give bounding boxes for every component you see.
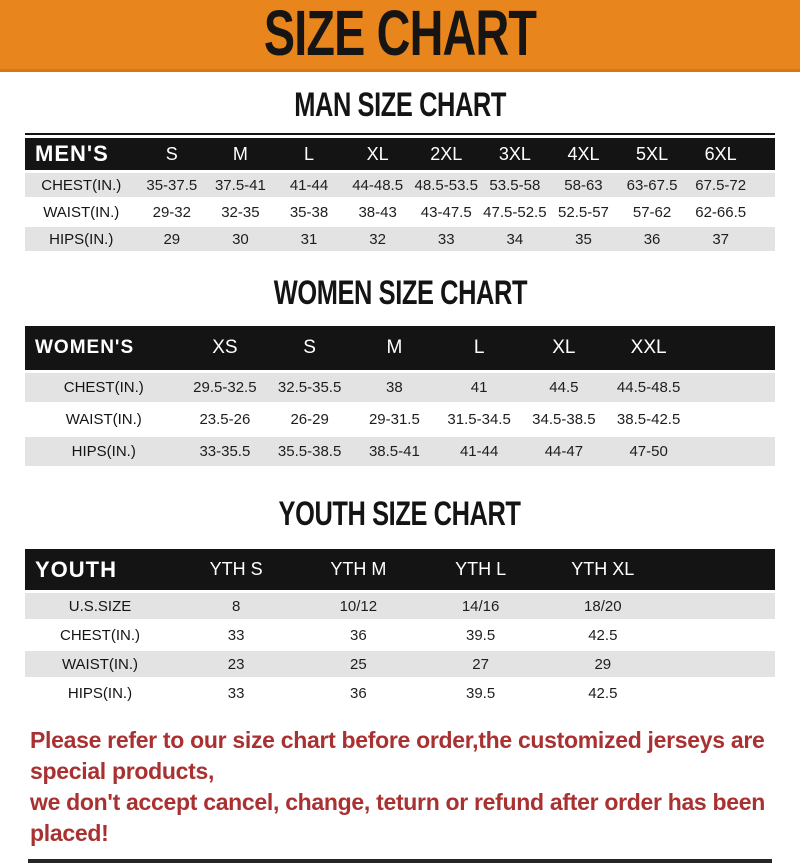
disclaimer-line-1: Please refer to our size chart before order,the customized jerseys are special products, bbox=[30, 727, 765, 784]
measurement-row bbox=[25, 622, 775, 648]
size-chart-section bbox=[0, 272, 800, 469]
size-table bbox=[25, 546, 775, 709]
size-table bbox=[25, 323, 775, 469]
size-column-header: YTH L bbox=[455, 559, 507, 579]
size-value-cell: 41 bbox=[470, 379, 488, 396]
size-value-cell: 23 bbox=[227, 655, 245, 673]
size-value-cell: 52.5-57 bbox=[558, 203, 609, 221]
page-title bbox=[234, 0, 566, 70]
size-value-cell: 29-32 bbox=[152, 203, 191, 221]
size-value-cell: 32 bbox=[369, 230, 386, 248]
size-value-cell: 33 bbox=[227, 626, 245, 644]
size-chart-section bbox=[0, 493, 800, 709]
row-filler bbox=[691, 373, 775, 402]
row-label: WAIST(IN.) bbox=[43, 203, 120, 221]
table-header-row bbox=[25, 138, 775, 170]
header-filler bbox=[755, 138, 775, 170]
size-value-cell: 43-47.5 bbox=[420, 203, 472, 221]
size-column-header: YTH M bbox=[330, 559, 387, 579]
size-value-cell: 36 bbox=[350, 684, 367, 702]
size-value-cell: 33-35.5 bbox=[199, 443, 251, 460]
table-header-row bbox=[25, 326, 775, 370]
row-filler bbox=[755, 200, 775, 224]
size-column-header: 5XL bbox=[636, 143, 669, 164]
size-value-cell: 44-47 bbox=[544, 443, 584, 460]
size-value-cell: 25 bbox=[350, 655, 367, 673]
size-value-cell: 29.5-32.5 bbox=[193, 379, 257, 396]
section-heading-text: MAN SIZE CHART bbox=[294, 84, 506, 125]
size-value-cell: 41-44 bbox=[459, 443, 499, 460]
size-value-cell: 34 bbox=[506, 230, 524, 248]
disclaimer-line-2: we don't accept cancel, change, teturn or refund after order has been placed! bbox=[30, 789, 765, 846]
size-column-header: S bbox=[303, 337, 316, 358]
size-value-cell: 8 bbox=[231, 597, 241, 615]
row-filler bbox=[664, 622, 775, 648]
size-column-header: 3XL bbox=[498, 143, 531, 164]
size-value-cell: 34.5-38.5 bbox=[532, 411, 596, 428]
size-value-cell: 47-50 bbox=[629, 443, 668, 460]
size-value-cell: 42.5 bbox=[588, 626, 618, 644]
size-value-cell: 32.5-35.5 bbox=[277, 379, 342, 396]
size-value-cell: 38.5-42.5 bbox=[616, 411, 681, 428]
row-label: WAIST(IN.) bbox=[61, 655, 139, 673]
size-table bbox=[25, 133, 775, 254]
row-filler bbox=[755, 227, 775, 251]
size-value-cell: 38.5-41 bbox=[368, 443, 420, 460]
size-column-header: 4XL bbox=[567, 143, 600, 164]
size-value-cell: 30 bbox=[232, 230, 249, 248]
size-value-cell: 10/12 bbox=[339, 597, 378, 615]
size-value-cell: 58-63 bbox=[564, 176, 603, 194]
table-header-row bbox=[25, 549, 775, 590]
row-label: HIPS(IN.) bbox=[49, 230, 114, 248]
size-value-cell: 36 bbox=[350, 626, 367, 644]
measurement-row bbox=[25, 593, 775, 619]
size-value-cell: 38-43 bbox=[358, 203, 397, 221]
size-value-cell: 41-44 bbox=[289, 176, 329, 194]
size-value-cell: 35 bbox=[575, 230, 592, 248]
row-filler bbox=[664, 651, 775, 677]
row-label: HIPS(IN.) bbox=[67, 684, 133, 702]
size-value-cell: 53.5-58 bbox=[489, 176, 541, 194]
size-value-cell: 38 bbox=[386, 379, 403, 396]
size-column-header: M bbox=[386, 337, 403, 358]
row-filler bbox=[691, 437, 775, 466]
row-filler bbox=[691, 405, 775, 434]
disclaimer bbox=[30, 725, 800, 849]
size-value-cell: 67.5-72 bbox=[695, 176, 747, 194]
size-column-header: XS bbox=[212, 337, 238, 358]
measurement-row bbox=[25, 405, 775, 434]
size-value-cell: 62-66.5 bbox=[695, 203, 747, 221]
size-value-cell: 39.5 bbox=[465, 626, 496, 644]
size-chart-section bbox=[0, 84, 800, 254]
row-label: WAIST(IN.) bbox=[65, 411, 142, 428]
row-label: U.S.SIZE bbox=[68, 597, 132, 615]
bottom-divider bbox=[28, 859, 772, 863]
size-column-header: YTH XL bbox=[571, 559, 635, 579]
row-label: CHEST(IN.) bbox=[63, 379, 144, 396]
size-column-header: M bbox=[232, 143, 248, 164]
row-filler bbox=[755, 173, 775, 197]
size-value-cell: 29-31.5 bbox=[368, 411, 420, 428]
size-value-cell: 33 bbox=[227, 684, 245, 702]
size-value-cell: 14/16 bbox=[461, 597, 500, 615]
table-title-cell: MEN'S bbox=[35, 141, 109, 166]
size-value-cell: 37 bbox=[712, 230, 730, 248]
measurement-row bbox=[25, 437, 775, 466]
size-column-header: YTH S bbox=[209, 559, 263, 579]
page-title-text: SIZE CHART bbox=[263, 0, 537, 70]
measurement-row bbox=[25, 373, 775, 402]
size-column-header: XL bbox=[552, 337, 576, 358]
size-value-cell: 29 bbox=[594, 655, 612, 673]
size-value-cell: 36 bbox=[643, 230, 661, 248]
size-value-cell: 63-67.5 bbox=[626, 176, 678, 194]
size-value-cell: 57-62 bbox=[632, 203, 672, 221]
size-value-cell: 35-38 bbox=[289, 203, 329, 221]
row-label: CHEST(IN.) bbox=[41, 176, 122, 194]
table-title-cell: YOUTH bbox=[35, 556, 117, 582]
size-value-cell: 18/20 bbox=[584, 597, 622, 615]
banner bbox=[0, 0, 800, 72]
size-column-header: XXL bbox=[630, 337, 667, 358]
size-value-cell: 44.5-48.5 bbox=[616, 379, 681, 396]
size-column-header: XL bbox=[366, 143, 389, 164]
size-value-cell: 48.5-53.5 bbox=[414, 176, 478, 194]
section-heading-text: YOUTH SIZE CHART bbox=[278, 493, 522, 534]
size-value-cell: 31 bbox=[300, 230, 318, 248]
size-value-cell: 44.5 bbox=[549, 379, 579, 396]
size-column-header: L bbox=[304, 143, 315, 164]
measurement-row bbox=[25, 200, 775, 224]
table-title-cell: WOMEN'S bbox=[35, 337, 135, 358]
size-value-cell: 26-29 bbox=[290, 411, 329, 428]
size-value-cell: 47.5-52.5 bbox=[483, 203, 547, 221]
charts-container bbox=[0, 84, 800, 709]
section-heading bbox=[0, 84, 800, 125]
header-filler bbox=[664, 549, 775, 590]
row-label: HIPS(IN.) bbox=[71, 443, 136, 460]
size-value-cell: 27 bbox=[472, 655, 489, 673]
section-heading-text: WOMEN SIZE CHART bbox=[273, 272, 527, 313]
size-value-cell: 35-37.5 bbox=[146, 176, 198, 194]
size-value-cell: 29 bbox=[163, 230, 181, 248]
measurement-row bbox=[25, 227, 775, 251]
size-value-cell: 35.5-38.5 bbox=[277, 443, 342, 460]
section-heading bbox=[0, 493, 800, 534]
measurement-row bbox=[25, 173, 775, 197]
measurement-row bbox=[25, 680, 775, 706]
size-value-cell: 42.5 bbox=[588, 684, 618, 702]
size-value-cell: 37.5-41 bbox=[214, 176, 266, 194]
size-column-header: 2XL bbox=[430, 143, 463, 164]
size-value-cell: 31.5-34.5 bbox=[447, 411, 511, 428]
row-label: CHEST(IN.) bbox=[60, 626, 140, 644]
measurement-row bbox=[25, 651, 775, 677]
size-value-cell: 32-35 bbox=[221, 203, 260, 221]
size-value-cell: 44-48.5 bbox=[352, 176, 404, 194]
size-column-header: S bbox=[165, 143, 178, 164]
row-filler bbox=[664, 680, 775, 706]
row-filler bbox=[664, 593, 775, 619]
size-value-cell: 39.5 bbox=[465, 684, 496, 702]
size-value-cell: 23.5-26 bbox=[199, 411, 251, 428]
section-heading bbox=[0, 272, 800, 313]
header-filler bbox=[691, 326, 775, 370]
size-column-header: 6XL bbox=[704, 143, 737, 164]
size-value-cell: 33 bbox=[437, 230, 455, 248]
size-column-header: L bbox=[473, 337, 485, 358]
